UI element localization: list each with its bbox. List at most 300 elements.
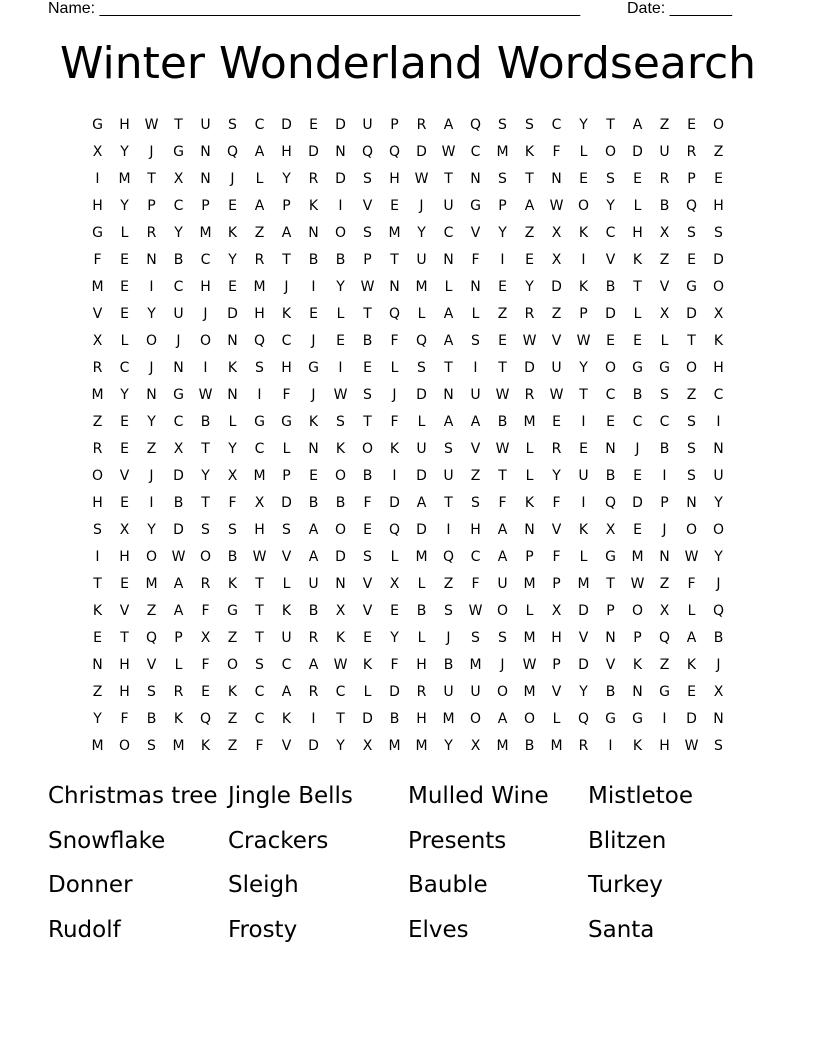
grid-letter: T bbox=[498, 359, 507, 376]
grid-letter: Y bbox=[552, 467, 561, 484]
grid-letter: E bbox=[606, 332, 615, 349]
grid-letter: I bbox=[662, 467, 667, 484]
grid-letter: S bbox=[660, 386, 669, 403]
grid-letter: O bbox=[145, 548, 158, 565]
grid-letter: Z bbox=[713, 143, 724, 160]
grid-letter: T bbox=[687, 332, 696, 349]
grid-letter: V bbox=[281, 548, 292, 565]
grid-letter: R bbox=[92, 359, 103, 376]
grid-letter: C bbox=[335, 683, 346, 700]
grid-letter: O bbox=[712, 521, 725, 538]
grid-letter: K bbox=[281, 602, 292, 619]
grid-letter: B bbox=[362, 332, 373, 349]
grid-letter: A bbox=[443, 305, 454, 322]
grid-letter: A bbox=[281, 224, 292, 241]
grid-letter: F bbox=[201, 656, 210, 673]
grid-letter: H bbox=[416, 656, 427, 673]
grid-letter: L bbox=[363, 683, 372, 700]
grid-letter: E bbox=[120, 494, 129, 511]
grid-letter: P bbox=[552, 656, 561, 673]
grid-letter: D bbox=[713, 251, 724, 268]
grid-letter: L bbox=[390, 359, 399, 376]
grid-letter: N bbox=[200, 170, 211, 187]
grid-letter: S bbox=[255, 359, 264, 376]
grid-letter: W bbox=[576, 332, 591, 349]
grid-letter: M bbox=[442, 710, 455, 727]
grid-letter: B bbox=[200, 413, 211, 430]
grid-letter: X bbox=[659, 224, 670, 241]
grid-letter: S bbox=[228, 116, 237, 133]
grid-letter: Y bbox=[228, 440, 237, 457]
grid-letter: W bbox=[630, 575, 645, 592]
grid-letter: E bbox=[633, 170, 642, 187]
grid-letter: T bbox=[201, 440, 210, 457]
grid-letter: M bbox=[469, 656, 482, 673]
grid-letter: Q bbox=[388, 305, 401, 322]
grid-letter: A bbox=[308, 548, 319, 565]
grid-letter: K bbox=[281, 305, 292, 322]
grid-letter: E bbox=[606, 413, 615, 430]
grid-letter: B bbox=[632, 386, 643, 403]
grid-letter: A bbox=[497, 548, 508, 565]
grid-letter: N bbox=[551, 170, 562, 187]
grid-letter: X bbox=[173, 170, 184, 187]
grid-letter: M bbox=[91, 386, 104, 403]
grid-letter: M bbox=[415, 278, 428, 295]
grid-letter: Y bbox=[282, 170, 291, 187]
grid-letter: B bbox=[389, 710, 400, 727]
grid-letter: N bbox=[470, 278, 481, 295]
grid-letter: F bbox=[390, 332, 399, 349]
grid-letter: J bbox=[311, 332, 316, 349]
grid-letter: X bbox=[659, 602, 670, 619]
grid-letter: Z bbox=[551, 305, 562, 322]
grid-letter: N bbox=[146, 386, 157, 403]
grid-letter: S bbox=[93, 521, 102, 538]
grid-letter: L bbox=[282, 575, 291, 592]
grid-letter: O bbox=[712, 116, 725, 133]
grid-letter: A bbox=[470, 413, 481, 430]
grid-letter: D bbox=[416, 521, 427, 538]
grid-letter: L bbox=[525, 467, 534, 484]
grid-letter: K bbox=[200, 737, 211, 754]
grid-letter: O bbox=[685, 359, 698, 376]
grid-letter: K bbox=[362, 656, 373, 673]
grid-letter: H bbox=[119, 683, 130, 700]
grid-letter: K bbox=[227, 683, 238, 700]
grid-letter: X bbox=[551, 251, 562, 268]
grid-letter: R bbox=[173, 683, 184, 700]
grid-letter: Y bbox=[93, 710, 102, 727]
grid-letter: D bbox=[335, 548, 346, 565]
grid-letter: J bbox=[149, 359, 154, 376]
grid-letter: R bbox=[551, 440, 562, 457]
grid-letter: F bbox=[255, 737, 264, 754]
grid-letter: Q bbox=[388, 521, 401, 538]
grid-letter: A bbox=[173, 602, 184, 619]
grid-letter: V bbox=[551, 521, 562, 538]
grid-letter: E bbox=[579, 440, 588, 457]
grid-letter: F bbox=[390, 413, 399, 430]
grid-letter: C bbox=[254, 116, 265, 133]
grid-letter: Q bbox=[415, 332, 428, 349]
grid-letter: I bbox=[608, 737, 613, 754]
grid-letter: Y bbox=[336, 737, 345, 754]
grid-letter: C bbox=[443, 224, 454, 241]
grid-letter: N bbox=[605, 629, 616, 646]
grid-letter: H bbox=[92, 494, 103, 511]
grid-letter: F bbox=[498, 494, 507, 511]
grid-letter: G bbox=[308, 359, 319, 376]
grid-letter: W bbox=[333, 386, 348, 403]
grid-letter: T bbox=[255, 629, 264, 646]
grid-letter: F bbox=[282, 386, 291, 403]
grid-letter: E bbox=[525, 251, 534, 268]
grid-letter: L bbox=[660, 332, 669, 349]
grid-letter: N bbox=[443, 386, 454, 403]
grid-letter: E bbox=[201, 683, 210, 700]
grid-letter: D bbox=[686, 710, 697, 727]
grid-letter: J bbox=[284, 278, 289, 295]
grid-letter: B bbox=[362, 467, 373, 484]
grid-letter: C bbox=[470, 143, 481, 160]
grid-letter: Z bbox=[659, 575, 670, 592]
grid-letter: U bbox=[551, 359, 562, 376]
grid-letter: M bbox=[253, 467, 266, 484]
grid-letter: E bbox=[120, 305, 129, 322]
grid-letter: D bbox=[335, 170, 346, 187]
grid-letter: R bbox=[308, 629, 319, 646]
grid-letter: S bbox=[363, 170, 372, 187]
grid-letter: F bbox=[93, 251, 102, 268]
grid-letter: Z bbox=[659, 656, 670, 673]
grid-letter: O bbox=[604, 359, 617, 376]
grid-letter: I bbox=[338, 359, 343, 376]
grid-letter: I bbox=[581, 251, 586, 268]
grid-letter: Q bbox=[685, 197, 698, 214]
grid-letter: C bbox=[173, 278, 184, 295]
grid-letter: P bbox=[147, 197, 156, 214]
grid-letter: S bbox=[444, 440, 453, 457]
word-list-item: Frosty bbox=[228, 916, 298, 943]
grid-letter: X bbox=[92, 332, 103, 349]
grid-letter: M bbox=[388, 224, 401, 241]
grid-letter: O bbox=[469, 710, 482, 727]
grid-letter: Y bbox=[336, 278, 345, 295]
grid-letter: Z bbox=[470, 467, 481, 484]
grid-letter: X bbox=[551, 602, 562, 619]
grid-letter: S bbox=[714, 737, 723, 754]
grid-letter: K bbox=[578, 521, 589, 538]
grid-letter: G bbox=[173, 386, 184, 403]
grid-letter: O bbox=[145, 332, 158, 349]
grid-letter: U bbox=[470, 386, 481, 403]
grid-letter: H bbox=[92, 197, 103, 214]
grid-letter: S bbox=[498, 629, 507, 646]
grid-letter: V bbox=[659, 278, 670, 295]
grid-letter: N bbox=[713, 440, 724, 457]
word-list bbox=[48, 778, 768, 956]
grid-letter: L bbox=[525, 602, 534, 619]
grid-letter: A bbox=[281, 683, 292, 700]
grid-letter: L bbox=[471, 305, 480, 322]
grid-letter: Q bbox=[388, 143, 401, 160]
grid-letter: D bbox=[281, 494, 292, 511]
grid-letter: W bbox=[522, 332, 537, 349]
grid-letter: U bbox=[443, 683, 454, 700]
grid-letter: Q bbox=[226, 143, 239, 160]
grid-letter: R bbox=[524, 386, 535, 403]
grid-letter: D bbox=[389, 494, 400, 511]
grid-letter: G bbox=[92, 224, 103, 241]
grid-letter: Y bbox=[228, 251, 237, 268]
grid-letter: L bbox=[417, 575, 426, 592]
grid-letter: A bbox=[416, 494, 427, 511]
grid-letter: A bbox=[308, 656, 319, 673]
grid-letter: V bbox=[146, 656, 157, 673]
grid-letter: P bbox=[174, 629, 183, 646]
grid-letter: Y bbox=[147, 305, 156, 322]
grid-letter: X bbox=[173, 440, 184, 457]
grid-letter: N bbox=[335, 575, 346, 592]
grid-letter: A bbox=[497, 710, 508, 727]
grid-letter: U bbox=[416, 251, 427, 268]
grid-letter: X bbox=[389, 575, 400, 592]
grid-letter: N bbox=[200, 143, 211, 160]
name-field-label: Name: ______________________________________________________ bbox=[48, 0, 581, 17]
grid-letter: K bbox=[227, 224, 238, 241]
grid-letter: G bbox=[686, 278, 697, 295]
grid-letter: K bbox=[308, 413, 319, 430]
grid-letter: D bbox=[524, 359, 535, 376]
grid-letter: T bbox=[606, 116, 615, 133]
grid-letter: A bbox=[443, 413, 454, 430]
grid-letter: M bbox=[415, 548, 428, 565]
grid-letter: P bbox=[498, 197, 507, 214]
grid-letter: T bbox=[633, 278, 642, 295]
word-list-item: Turkey bbox=[588, 872, 663, 898]
grid-letter: K bbox=[524, 143, 535, 160]
grid-letter: F bbox=[228, 494, 237, 511]
grid-letter: W bbox=[495, 386, 510, 403]
grid-letter: F bbox=[687, 575, 696, 592]
grid-letter: O bbox=[334, 521, 347, 538]
grid-letter: S bbox=[471, 494, 480, 511]
grid-letter: D bbox=[335, 116, 346, 133]
grid-letter: H bbox=[713, 197, 724, 214]
grid-letter: X bbox=[659, 305, 670, 322]
grid-letter: P bbox=[660, 494, 669, 511]
grid-letter: Z bbox=[524, 224, 535, 241]
grid-letter: V bbox=[551, 332, 562, 349]
grid-letter: P bbox=[201, 197, 210, 214]
grid-letter: N bbox=[308, 224, 319, 241]
grid-letter: Q bbox=[199, 710, 212, 727]
grid-letter: P bbox=[552, 575, 561, 592]
grid-letter: F bbox=[471, 575, 480, 592]
grid-letter: N bbox=[632, 683, 643, 700]
grid-letter: S bbox=[363, 386, 372, 403]
grid-letter: P bbox=[390, 116, 399, 133]
grid-letter: X bbox=[470, 737, 481, 754]
grid-letter: P bbox=[687, 170, 696, 187]
grid-letter: K bbox=[92, 602, 103, 619]
grid-letter: G bbox=[659, 359, 670, 376]
grid-letter: F bbox=[552, 143, 561, 160]
grid-letter: T bbox=[498, 467, 507, 484]
grid-letter: J bbox=[176, 332, 181, 349]
word-list-item: Blitzen bbox=[588, 827, 667, 854]
grid-letter: L bbox=[255, 170, 264, 187]
grid-letter: U bbox=[497, 575, 508, 592]
grid-letter: G bbox=[470, 197, 481, 214]
grid-letter: Z bbox=[227, 737, 238, 754]
grid-letter: E bbox=[579, 170, 588, 187]
word-list-item: Presents bbox=[408, 827, 507, 854]
grid-letter: U bbox=[443, 197, 454, 214]
grid-letter: A bbox=[524, 197, 535, 214]
grid-letter: Y bbox=[174, 224, 183, 241]
grid-letter: N bbox=[173, 359, 184, 376]
grid-letter: L bbox=[525, 440, 534, 457]
grid-letter: W bbox=[684, 548, 699, 565]
grid-letter: T bbox=[147, 170, 156, 187]
grid-letter: C bbox=[254, 440, 265, 457]
grid-letter: E bbox=[363, 521, 372, 538]
grid-letter: Z bbox=[254, 224, 265, 241]
grid-letter: V bbox=[92, 305, 103, 322]
word-list-item: Snowflake bbox=[48, 827, 166, 854]
grid-letter: O bbox=[199, 548, 212, 565]
grid-letter: C bbox=[632, 413, 643, 430]
grid-letter: H bbox=[551, 629, 562, 646]
grid-letter: Y bbox=[120, 143, 129, 160]
grid-letter: U bbox=[281, 629, 292, 646]
grid-letter: O bbox=[199, 332, 212, 349]
grid-letter: M bbox=[145, 575, 158, 592]
grid-letter: L bbox=[579, 143, 588, 160]
grid-letter: X bbox=[227, 467, 238, 484]
grid-letter: B bbox=[416, 602, 427, 619]
grid-letter: T bbox=[444, 494, 453, 511]
grid-letter: J bbox=[419, 197, 424, 214]
grid-letter: X bbox=[551, 224, 562, 241]
grid-letter: Q bbox=[712, 602, 725, 619]
grid-letter: X bbox=[713, 305, 724, 322]
grid-letter: M bbox=[523, 413, 536, 430]
grid-letter: C bbox=[119, 359, 130, 376]
grid-letter: Q bbox=[658, 629, 671, 646]
grid-letter: E bbox=[633, 467, 642, 484]
grid-letter: X bbox=[335, 602, 346, 619]
grid-letter: N bbox=[713, 710, 724, 727]
grid-letter: G bbox=[92, 116, 103, 133]
grid-letter: N bbox=[92, 656, 103, 673]
grid-letter: X bbox=[119, 521, 130, 538]
grid-letter: S bbox=[687, 413, 696, 430]
grid-letter: G bbox=[173, 143, 184, 160]
grid-letter: Q bbox=[577, 710, 590, 727]
grid-letter: M bbox=[523, 683, 536, 700]
grid-letter: V bbox=[470, 224, 481, 241]
letter-grid bbox=[84, 111, 732, 759]
grid-letter: D bbox=[362, 710, 373, 727]
grid-letter: Y bbox=[417, 224, 426, 241]
grid-letter: P bbox=[579, 305, 588, 322]
grid-letter: R bbox=[308, 170, 319, 187]
grid-letter: V bbox=[119, 602, 130, 619]
grid-letter: V bbox=[362, 575, 373, 592]
grid-letter: K bbox=[173, 710, 184, 727]
grid-letter: Q bbox=[442, 548, 455, 565]
grid-letter: D bbox=[416, 143, 427, 160]
grid-letter: T bbox=[444, 170, 453, 187]
word-list-item: Mistletoe bbox=[588, 783, 694, 809]
grid-letter: L bbox=[444, 278, 453, 295]
grid-letter: R bbox=[200, 575, 211, 592]
grid-letter: K bbox=[227, 575, 238, 592]
grid-letter: T bbox=[120, 629, 129, 646]
grid-letter: D bbox=[173, 467, 184, 484]
grid-letter: E bbox=[309, 305, 318, 322]
grid-letter: A bbox=[443, 116, 454, 133]
grid-letter: B bbox=[605, 278, 616, 295]
grid-letter: I bbox=[338, 197, 343, 214]
grid-letter: H bbox=[254, 521, 265, 538]
grid-letter: W bbox=[495, 440, 510, 457]
grid-letter: V bbox=[605, 251, 616, 268]
grid-letter: E bbox=[633, 521, 642, 538]
grid-letter: R bbox=[686, 143, 697, 160]
grid-letter: C bbox=[254, 710, 265, 727]
word-list-item: Jingle Bells bbox=[228, 783, 353, 809]
grid-letter: M bbox=[118, 170, 131, 187]
grid-letter: M bbox=[523, 575, 536, 592]
grid-letter: S bbox=[201, 521, 210, 538]
grid-letter: K bbox=[335, 440, 346, 457]
grid-letter: R bbox=[254, 251, 265, 268]
grid-letter: Z bbox=[659, 251, 670, 268]
grid-letter: S bbox=[228, 521, 237, 538]
grid-letter: J bbox=[716, 575, 721, 592]
grid-letter: X bbox=[200, 629, 211, 646]
grid-letter: W bbox=[360, 278, 375, 295]
grid-letter: A bbox=[254, 197, 265, 214]
grid-letter: P bbox=[633, 629, 642, 646]
grid-letter: Y bbox=[579, 116, 588, 133]
grid-letter: V bbox=[119, 467, 130, 484]
grid-letter: O bbox=[334, 467, 347, 484]
grid-letter: M bbox=[523, 629, 536, 646]
grid-letter: C bbox=[551, 116, 562, 133]
grid-letter: L bbox=[228, 413, 237, 430]
grid-letter: B bbox=[524, 737, 535, 754]
date-field-label: Date: _______ bbox=[627, 0, 732, 17]
grid-letter: N bbox=[470, 170, 481, 187]
grid-letter: Y bbox=[714, 548, 723, 565]
grid-letter: D bbox=[416, 467, 427, 484]
word-list-item: Donner bbox=[48, 872, 133, 898]
grid-letter: D bbox=[416, 386, 427, 403]
grid-letter: O bbox=[226, 656, 239, 673]
grid-letter: Q bbox=[604, 494, 617, 511]
grid-letter: H bbox=[200, 278, 211, 295]
word-list-item: Santa bbox=[588, 916, 655, 943]
grid-letter: K bbox=[308, 197, 319, 214]
grid-letter: X bbox=[92, 143, 103, 160]
grid-letter: H bbox=[389, 170, 400, 187]
grid-letter: C bbox=[281, 332, 292, 349]
